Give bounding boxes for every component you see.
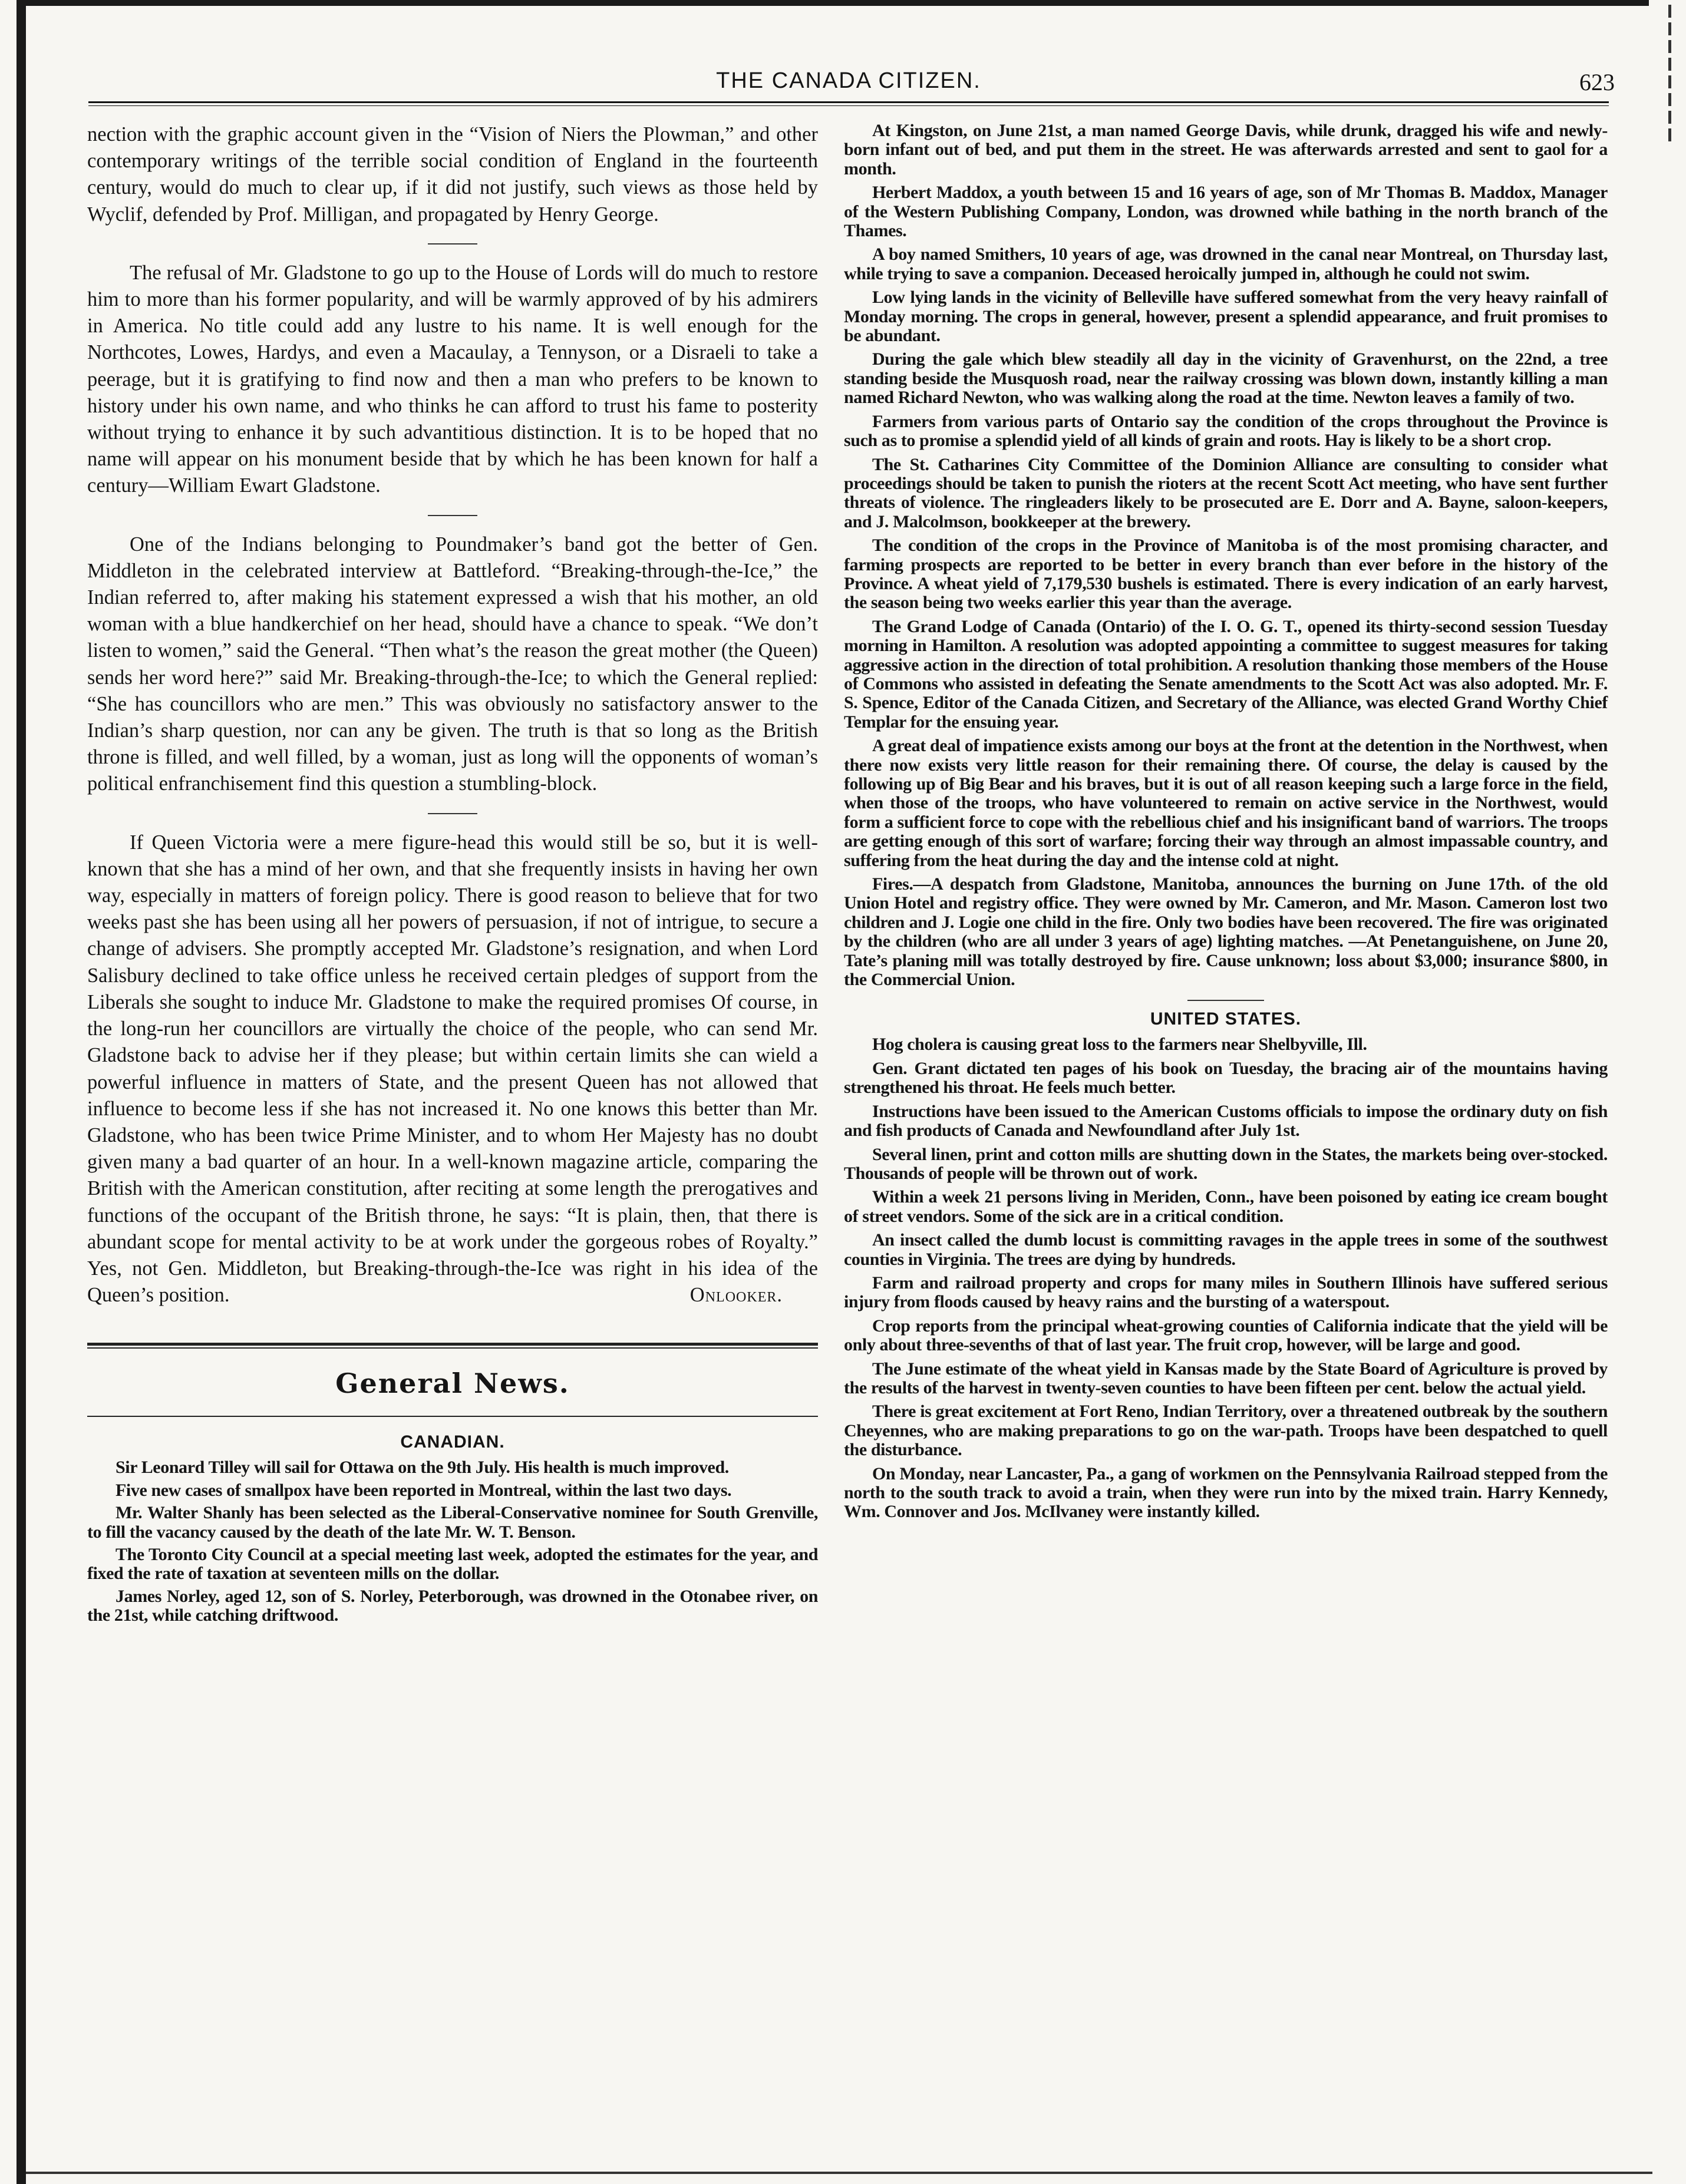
page-binding-edge (17, 0, 26, 2184)
news-item: The Toronto City Council at a special meeting last week, adopted the estimates for the year, and fixed the rate of taxation at seventeen mills on the dollar. (87, 1544, 818, 1584)
section-separator (428, 243, 477, 244)
essay-paragraph: nection with the graphic account given in the “Vision of Niers the Plowman,” and other contemporary writings of the terrible social condition of England in the fourteenth century, would do much to clear up, if it did not justify, such views as those held by Wyclif, defended by Prof. Milligan, and propagated by Henry George. (87, 123, 818, 226)
news-item: Hog cholera is causing great loss to the farmers near Shelbyville, Ill. (872, 1035, 1367, 1055)
newspaper-title: THE CANADA CITIZEN. (716, 68, 981, 93)
general-news-rule-top (87, 1343, 818, 1349)
news-item: On Monday, near Lancaster, Pa., a gang of workmen on the Pennsylvania Railroad stepped from the north to the south track to avoid a train, when they were run into by the mixed train. Harry Kennedy, Wm. Connover and Jos. McIlvaney were instantly killed. (844, 1463, 1608, 1522)
section-separator (428, 515, 477, 516)
right-column (844, 121, 1608, 1527)
news-item: The condition of the crops in the Province of Manitoba is of the most promising character, and farming prospects are reported to be better in every branch than ever before in the history of the Province. A wheat yield of 7,179,530 bushels is estimated. There is every indication of an early harvest, the season being two weeks earlier this year than the average. (844, 536, 1608, 613)
news-item: Farmers from various parts of Ontario say the condition of the crops throughout the Province is such as to promise a splendid yield of all kinds of grain and roots. Hay is likely to be a short crop. (844, 411, 1608, 451)
news-item: Farm and railroad property and crops for many miles in Southern Illinois have suffered serious injury from floods caused by heavy rains and the bursting of a waterspout. (844, 1273, 1608, 1312)
page-bottom-edge (26, 2172, 1652, 2174)
news-item: James Norley, aged 12, son of S. Norley, Peterborough, was drowned in the Otonabee river, on the 21st, while catching driftwood. (87, 1586, 818, 1625)
page-top-edge (17, 0, 1649, 6)
news-item: Mr. Walter Shanly has been selected as the Liberal-Conservative nominee for South Grenville, to fill the vacancy caused by the death of the late Mr. W. T. Benson. (87, 1503, 818, 1542)
header-rule (88, 101, 1609, 106)
section-separator (428, 813, 477, 814)
essay-paragraph (87, 830, 818, 1309)
united-states-news (844, 1035, 1608, 1521)
news-item: Several linen, print and cotton mills are shutting down in the States, the markets being over-stocked. Thousands of people will be thrown out of work. (844, 1144, 1608, 1183)
news-item: Crop reports from the principal wheat-growing counties of California indicate that the yield will be only about three-sevenths of that of last year. The fruit crop, however, will be large and good. (844, 1316, 1608, 1355)
general-news-title: General News. (335, 1367, 570, 1400)
page-header (88, 64, 1615, 100)
news-item: An insect called the dumb locust is committing ravages in the apple trees in some of the southwest counties in Virginia. The trees are dying by hundreds. (844, 1230, 1608, 1269)
news-item: Five new cases of smallpox have been reported in Montreal, within the last two days. (116, 1480, 732, 1500)
essay-signature: Onlooker. (689, 1284, 783, 1307)
news-item: Low lying lands in the vicinity of Belleville have suffered somewhat from the very heavy rainfall of Monday morning. The crops in general, however, present a splendid appearance, and fruit promises to be abundant. (844, 288, 1608, 346)
news-item: The June estimate of the wheat yield in Kansas made by the State Board of Agriculture is proved by the results of the harvest in twenty-seven counties to have been fifteen per cent. below the actual yield. (844, 1359, 1608, 1397)
page-right-edge-marks (1667, 0, 1674, 236)
news-item: At Kingston, on June 21st, a man named George Davis, while drunk, dragged his wife and newly-born infant out of bed, and put them in the street. He was afterwards arrested and sent to gaol for a month. (844, 121, 1608, 179)
page-number: 623 (1579, 69, 1615, 95)
news-item: The Grand Lodge of Canada (Ontario) of the I. O. G. T., opened its thirty-second session Tuesday morning in Hamilton. A resolution was adopted appointing a committee to suggest measures for taking aggressive action in the direction of total prohibition. A resolution thanking those members of the House of Commons who assisted in defeating the Senate amendments to the Scott Act was also adopted. Mr. F. S. Spence, Editor of the Canada Citizen, and Secretary of the Alliance, was elected Grand Worthy Chief Templar for the ensuing year. (844, 616, 1608, 732)
canadian-news-left (87, 1458, 818, 1625)
news-item: Sir Leonard Tilley will sail for Ottawa on the 9th July. His health is much improved. (116, 1458, 729, 1478)
news-item: During the gale which blew steadily all day in the vicinity of Gravenhurst, on the 22nd, a tree standing beside the Musquosh road, near the railway crossing was blown down, instantly killing a man named Richard Newton, who was walking along the road at the time. Newton leaves a family of two. (844, 349, 1608, 408)
essay-paragraph-text: If Queen Victoria were a mere figure-head this would still be so, but it is well-known that she has a mind of her own, and that she frequently insists in having her own way, especially in matters of foreign policy. There is good reason to believe that for two weeks past she has been using all her powers of persuasion, if not of intrigue, to secure a change of advisers. She promptly accepted Mr. Gladstone’s resignation, and when Lord Salisbury declined to take office unless he received certain pledges of support from the Liberals she sought to induce Mr. Gladstone to make the required promises Of course, in the long-run her councillors are virtually the choice of the people, who can send Mr. Gladstone back to advise her if they please; but within certain limits she can wield a powerful influence in matters of State, and the present Queen has not allowed that influence to become less if she has not increased it. No one knows this better than Mr. Gladstone, who has been twice Prime Minister, and to whom Her Majesty has no doubt given many a bad quarter of an hour. In a well-known magazine article, comparing the British with the American constitution, after reciting at some length the prerogatives and functions of the occupant of the British throne, he says: “It is plain, then, that there is abundant scope for mental activity to be at work under the gorgeous robes of Royalty.” Yes, not Gen. Middleton, but Breaking-through-the-Ice was right in his idea of the Queen’s position. (87, 831, 818, 1307)
united-states-heading: UNITED STATES. (1150, 1009, 1302, 1029)
news-item: Herbert Maddox, a youth between 15 and 16 years of age, son of Mr Thomas B. Maddox, Manager of the Western Publishing Company, London, was drowned while bathing in the north branch of the Thames. (844, 183, 1608, 241)
news-item: The St. Catharines City Committee of the Dominion Alliance are consulting to consider what proceedings should be taken to punish the rioters at the recent Scott Act meeting, who have sent further threats of violence. The ringleaders likely to be prosecuted are E. Dorr and A. Bayne, saloon-keepers, and J. Malcolmson, bookkeeper at the brewery. (844, 454, 1608, 531)
essay-paragraph: One of the Indians belonging to Poundmaker’s band got the better of Gen. Middleton in the celebrated interview at Battleford. “Breaking-through-the-Ice,” the Indian referred to, after making his statement expressed a wish that his mother, an old woman with a blue handkerchief on her head, should have a chance to speak. “We don’t listen to women,” said the General. “Then what’s the reason the great mother (the Queen) sends her word here?” said Mr. Breaking-through-the-Ice; to which the General replied: “She has councillors who are men.” This was obviously no satisfactory answer to the Indian’s sharp question, nor can any be given. The truth is that so long as the British throne is filled, and well filled, by a woman, just as long will the opponents of woman’s political enfranchisement find this question a stumbling-block. (87, 533, 818, 795)
news-item: Fires.—A despatch from Gladstone, Manitoba, announces the burning on June 17th. of the old Union Hotel and registry office. They were owned by Mr. Cameron, and Mr. Mason. Cameron lost two children and J. Logie one child in the fire. Only two bodies have been recovered. The fire was originated by the children (who are all under 3 years of age) lighting matches. —At Penetanguishene, on June 20, Tate’s planing mill was totally destroyed by fire. Cause unknown; loss about $3,000; insurance $800, in the Commercial Union. (844, 874, 1608, 990)
editorial-essay (87, 121, 818, 1309)
essay-paragraph: The refusal of Mr. Gladstone to go up to the House of Lords will do much to restore him to more than his former popularity, and will be warmly approved of by his admirers in America. No title could add any lustre to his name. It is well enough for the Northcotes, Lowes, Hardys, and even a Macaulay, a Tennyson, or a Disraeli to take a peerage, but it is gratifying to find now and then a man who prefers to be known to history under his own name, and who thinks he can afford to trust his fame to posterity without trying to enhance it by such advantitious distinction. It is to be hoped that no name will appear on his monument beside that by which he has been known for half a century—William Ewart Gladstone. (87, 261, 818, 497)
news-item: Instructions have been issued to the American Customs officials to impose the ordinary duty on fish and fish products of Canada and Newfoundland after July 1st. (844, 1101, 1608, 1141)
general-news-rule-bottom (87, 1416, 818, 1417)
news-item: Within a week 21 persons living in Meriden, Conn., have been poisoned by eating ice cream bought of street vendors. Some of the sick are in a critical condition. (844, 1187, 1608, 1226)
news-item: There is great excitement at Fort Reno, Indian Territory, over a threatened outbreak by the southern Cheyennes, who are making preparations to go on the war-path. Troops have been despatched to quell the disturbance. (844, 1402, 1608, 1460)
section-separator (1187, 1000, 1264, 1001)
news-item: A boy named Smithers, 10 years of age, was drowned in the canal near Montreal, on Thursday last, while trying to save a companion. Deceased heroically jumped in, although he could not swim. (844, 244, 1608, 283)
left-column (87, 121, 818, 1629)
news-item: Gen. Grant dictated ten pages of his book on Tuesday, the bracing air of the mountains having strengthened his throat. He feels much better. (844, 1058, 1608, 1098)
news-item: A great deal of impatience exists among our boys at the front at the detention in the Northwest, when there now exists very little reason for their remaining there. Of course, the delay is caused by the following up of Big Bear and his braves, but it is out of all reason keeping such a large force in the field, when those of the troops, who have volunteered to remain on active service in the Northwest, would form a sufficient force to cope with the rebellious chief and his insignificant band of warriors. The troops are getting enough of this sort of warfare; forcing their way through an almost impassable country, and suffering from the heat during the day and the intense cold at night. (844, 736, 1608, 870)
canadian-heading: CANADIAN. (400, 1432, 505, 1452)
canadian-news-right (844, 121, 1608, 989)
